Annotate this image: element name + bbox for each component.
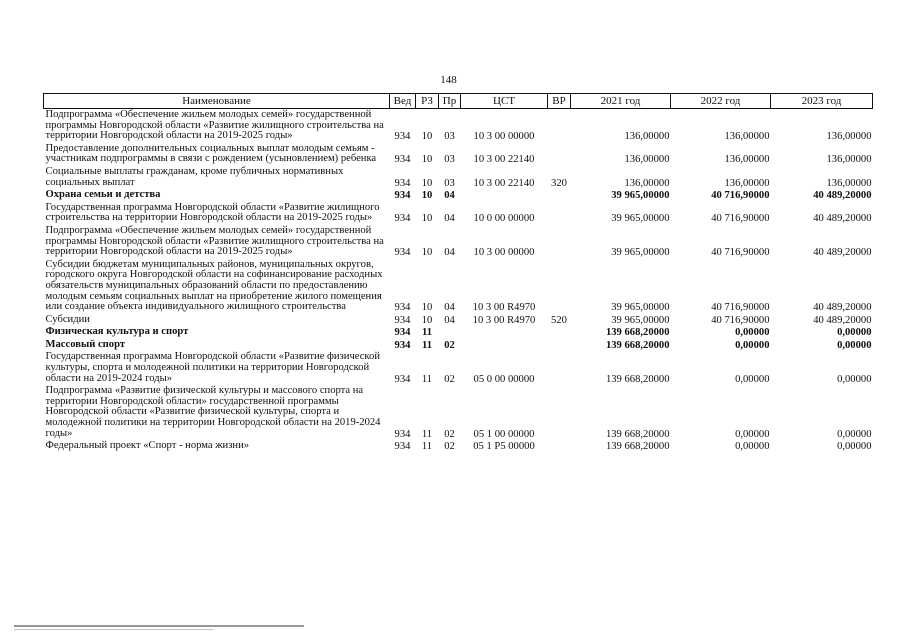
- row-cst: [461, 189, 548, 202]
- row-pr: [439, 326, 461, 339]
- row-2022: 0,00000: [735, 373, 770, 385]
- row-name: Охрана семьи и детства: [45, 189, 161, 201]
- row-pr: 02: [444, 339, 455, 351]
- row-cst: 10 3 00 R4970: [472, 314, 536, 326]
- row-ved: 934: [394, 213, 411, 225]
- header-2023: 2023 год: [771, 94, 873, 109]
- row-name: Федеральный проект «Спорт - норма жизни»: [45, 440, 250, 452]
- row-2022: 136,00000: [724, 131, 770, 143]
- row-ved: 934: [394, 131, 411, 143]
- row-rz: 10: [421, 154, 433, 166]
- row-vr: [548, 385, 571, 440]
- row-2022: 0,00000: [735, 327, 770, 339]
- row-2022: 40 716,90000: [711, 190, 770, 202]
- header-cst: ЦСТ: [461, 94, 548, 109]
- row-2023: 0,00000: [837, 428, 872, 440]
- row-pr: 04: [444, 213, 455, 225]
- row-2023: 40 489,20000: [813, 314, 872, 326]
- row-cst: [461, 339, 548, 352]
- row-2021: 39 965,00000: [611, 302, 670, 314]
- row-cst: 10 3 00 00000: [473, 131, 535, 143]
- row-2021: 136,00000: [624, 154, 670, 166]
- row-vr: [548, 259, 571, 314]
- row-cst: 10 3 00 R4970: [472, 302, 536, 314]
- row-2021: 136,00000: [624, 131, 670, 143]
- row-name: Субсидии бюджетам муниципальных районов, муниципальных округов, городского округа Новгородской области на софинансирование расходных обязательств муниципальных образований области по предоставлению молодым семьям социальных выплат на приобретение жилого помещения или создание объекта индивидуального жилищного строительства: [45, 258, 383, 313]
- header-rz: РЗ: [416, 94, 439, 109]
- row-2023: 136,00000: [826, 177, 872, 189]
- row-name: Государственная программа Новгородской области «Развитие физической культуры, спорта и молодежной политики на территории Новгородской области на 2019-2024 годы»: [45, 351, 381, 384]
- header-2022: 2022 год: [671, 94, 771, 109]
- row-vr: 320: [551, 177, 567, 189]
- row-vr: [548, 225, 571, 259]
- row-vr: [548, 109, 571, 143]
- row-pr: 04: [444, 190, 455, 202]
- table-row-section: [44, 326, 873, 339]
- row-2021: 139 668,20000: [605, 339, 670, 351]
- row-pr: 04: [444, 247, 455, 259]
- row-pr: 04: [444, 302, 455, 314]
- table-row: [44, 109, 873, 143]
- row-cst: 10 3 00 22140: [473, 177, 535, 189]
- row-2023: 0,00000: [837, 339, 872, 351]
- row-rz: 10: [421, 177, 433, 189]
- row-ved: 934: [394, 177, 411, 189]
- row-name: Социальные выплаты гражданам, кроме публичных нормативных социальных выплат: [45, 165, 344, 188]
- table-header-row: [44, 94, 873, 109]
- table-row: [44, 202, 873, 225]
- row-vr: [548, 202, 571, 225]
- page-number: 148: [440, 74, 457, 86]
- table-row: [44, 259, 873, 314]
- row-name: Субсидии: [45, 313, 90, 325]
- row-ved: 934: [394, 339, 411, 351]
- row-rz: 11: [421, 373, 433, 385]
- table-row-section: [44, 339, 873, 352]
- row-2022: 136,00000: [724, 177, 770, 189]
- row-vr: [548, 440, 571, 453]
- row-cst: [461, 326, 548, 339]
- row-rz: 11: [421, 327, 432, 339]
- row-ved: 934: [394, 428, 411, 440]
- header-ved: Вед: [390, 94, 416, 109]
- row-name: Физическая культура и спорт: [45, 326, 189, 338]
- header-name: Наименование: [44, 94, 390, 109]
- footer-divider: [14, 625, 304, 627]
- row-2021: 139 668,20000: [605, 373, 670, 385]
- row-pr: 04: [444, 314, 455, 326]
- row-rz: 11: [421, 428, 433, 440]
- row-2022: 40 716,90000: [711, 213, 770, 225]
- row-2023: 0,00000: [837, 441, 872, 453]
- row-ved: 934: [394, 154, 411, 166]
- row-2021: 139 668,20000: [605, 428, 670, 440]
- row-rz: 10: [421, 131, 433, 143]
- header-vr: ВР: [548, 94, 571, 109]
- row-2022: 0,00000: [735, 339, 770, 351]
- row-vr: [548, 326, 571, 339]
- row-pr: 03: [444, 154, 455, 166]
- row-name: Государственная программа Новгородской области «Развитие жилищного строительства на территории Новгородской области на 2019-2025 годы»: [45, 201, 380, 224]
- row-2022: 0,00000: [735, 441, 770, 453]
- table-row: [44, 314, 873, 327]
- header-pr: Пр: [439, 94, 461, 109]
- row-pr: 03: [444, 131, 455, 143]
- row-cst: 10 3 00 00000: [473, 247, 535, 259]
- row-2021: 39 965,00000: [611, 190, 670, 202]
- row-2021: 139 668,20000: [605, 327, 670, 339]
- row-2021: 39 965,00000: [611, 247, 670, 259]
- row-ved: 934: [394, 373, 411, 385]
- table-row: [44, 225, 873, 259]
- table-row: [44, 166, 873, 189]
- table-row-section: [44, 189, 873, 202]
- row-cst: 05 1 P5 00000: [473, 441, 535, 453]
- row-cst: 05 1 00 00000: [473, 428, 535, 440]
- row-name: Массовый спорт: [45, 338, 126, 350]
- row-ved: 934: [394, 441, 411, 453]
- table-row: [44, 143, 873, 166]
- table-row: [44, 385, 873, 440]
- row-2021: 139 668,20000: [605, 441, 670, 453]
- table-row: [44, 351, 873, 385]
- row-vr: 520: [551, 314, 567, 326]
- row-2022: 40 716,90000: [711, 314, 770, 326]
- row-cst: 10 0 00 00000: [473, 213, 535, 225]
- row-vr: [548, 339, 571, 352]
- table-row: [44, 440, 873, 453]
- row-rz: 10: [421, 247, 433, 259]
- row-2023: 0,00000: [837, 327, 872, 339]
- row-name: Подпрограмма «Развитие физической культуры и массового спорта на территории Новгородской области» государственной программы Новгородской области «Развитие физической культуры, спорта и молодежной политики на территории Новгородской области на 2019-2024 годы»: [45, 385, 381, 439]
- row-name: Подпрограмма «Обеспечение жильем молодых семей» государственной программы Новгородской области «Развитие жилищного строительства на территории Новгородской области на 2019-2025 годы»: [45, 224, 384, 258]
- row-2021: 39 965,00000: [611, 213, 670, 225]
- row-2023: 40 489,20000: [813, 213, 872, 225]
- row-2022: 40 716,90000: [711, 247, 770, 259]
- row-2021: 39 965,00000: [611, 314, 670, 326]
- row-ved: 934: [394, 302, 411, 314]
- row-ved: 934: [394, 314, 411, 326]
- row-2022: 0,00000: [735, 428, 770, 440]
- row-2023: 40 489,20000: [813, 247, 872, 259]
- row-pr: 03: [444, 177, 455, 189]
- row-ved: 934: [394, 247, 411, 259]
- row-2022: 136,00000: [724, 154, 770, 166]
- row-pr: 02: [444, 428, 455, 440]
- row-vr: [548, 189, 571, 202]
- row-pr: 02: [444, 441, 455, 453]
- row-rz: 11: [421, 441, 433, 453]
- row-rz: 10: [421, 190, 433, 202]
- row-vr: [548, 351, 571, 385]
- row-2023: 136,00000: [826, 131, 872, 143]
- row-2023: 0,00000: [837, 373, 872, 385]
- row-2022: 40 716,90000: [711, 302, 770, 314]
- row-2023: 136,00000: [826, 154, 872, 166]
- footer-divider-shadow: [14, 629, 214, 630]
- header-2021: 2021 год: [571, 94, 671, 109]
- row-rz: 10: [421, 302, 433, 314]
- row-name: Предоставление дополнительных социальных выплат молодым семьям - участникам подпрограммы в связи с рождением (усыновлением) ребенка: [45, 142, 377, 165]
- row-2021: 136,00000: [624, 177, 670, 189]
- row-ved: 934: [394, 190, 411, 202]
- row-rz: 10: [421, 314, 433, 326]
- row-2023: 40 489,20000: [813, 302, 872, 314]
- row-ved: 934: [394, 327, 411, 339]
- row-pr: 02: [444, 373, 455, 385]
- row-cst: 05 0 00 00000: [473, 373, 535, 385]
- row-rz: 11: [421, 339, 432, 351]
- row-vr: [548, 143, 571, 166]
- row-cst: 10 3 00 22140: [473, 154, 535, 166]
- row-name: Подпрограмма «Обеспечение жильем молодых семей» государственной программы Новгородской области «Развитие жилищного строительства на территории Новгородской области на 2019-2025 годы»: [45, 109, 384, 142]
- budget-table: [43, 93, 873, 453]
- row-2023: 40 489,20000: [813, 190, 872, 202]
- row-rz: 10: [421, 213, 433, 225]
